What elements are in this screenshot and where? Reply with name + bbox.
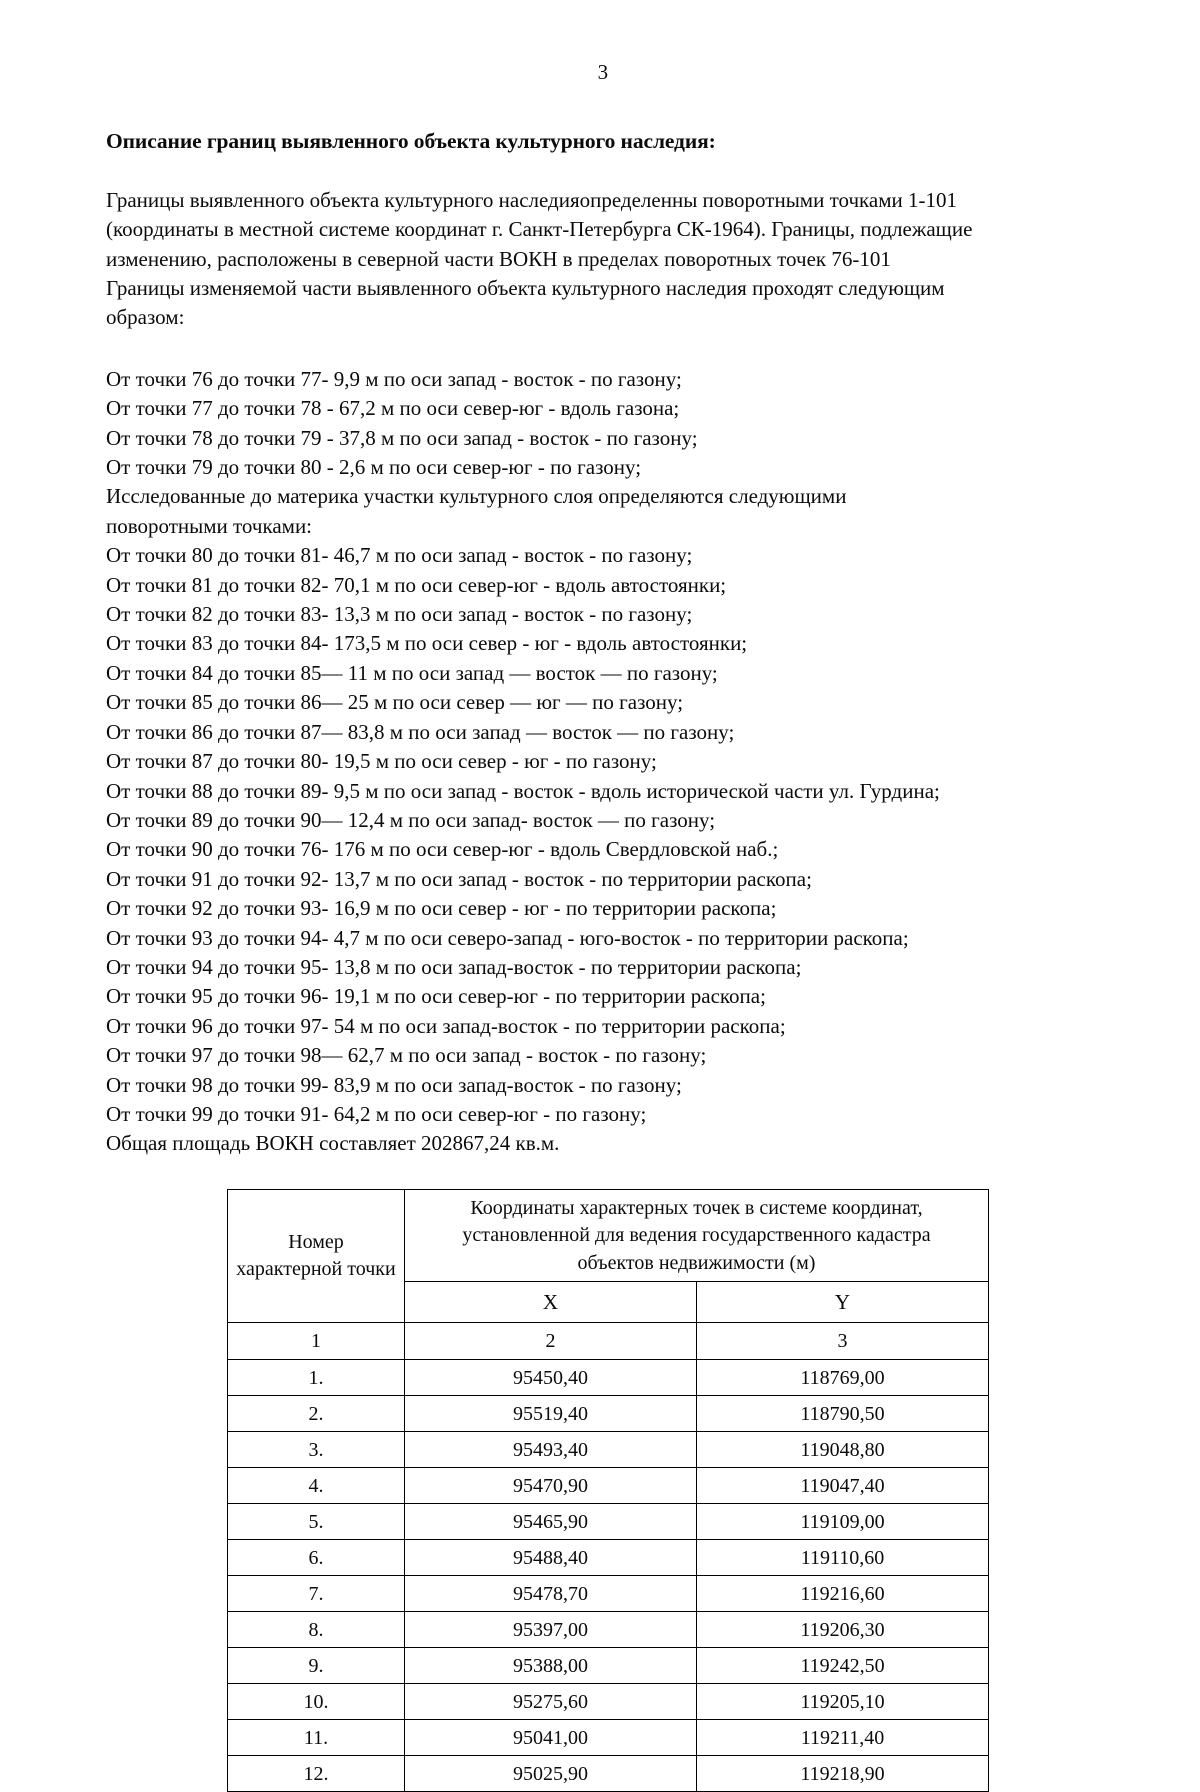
segment-line: От точки 78 до точки 79 - 37,8 м по оси запад - восток - по газону; bbox=[106, 425, 698, 450]
point-y: 119206,30 bbox=[697, 1612, 989, 1648]
point-number: 8. bbox=[228, 1612, 405, 1648]
point-x: 95470,90 bbox=[405, 1468, 697, 1504]
table-row bbox=[228, 1648, 989, 1684]
point-x: 95275,60 bbox=[405, 1684, 697, 1720]
segment-line: От точки 95 до точки 96- 19,1 м по оси север-юг - по территории раскопа; bbox=[106, 984, 766, 1009]
table-header-row bbox=[228, 1189, 989, 1282]
point-y: 119047,40 bbox=[697, 1468, 989, 1504]
segment-line: От точки 93 до точки 94- 4,7 м по оси северо-запад - юго-восток - по территории раскопа; bbox=[106, 925, 909, 950]
segment-line: От точки 81 до точки 82- 70,1 м по оси север-юг - вдоль автостоянки; bbox=[106, 572, 727, 597]
point-number: 6. bbox=[228, 1540, 405, 1576]
table-row bbox=[228, 1504, 989, 1540]
header-point-number: Номер характерной точки bbox=[228, 1189, 405, 1323]
table-row bbox=[228, 1432, 989, 1468]
point-y: 119211,40 bbox=[697, 1720, 989, 1756]
segment-line: От точки 76 до точки 77- 9,9 м по оси запад - восток - по газону; bbox=[106, 366, 682, 391]
segment-line: поворотными точками: bbox=[106, 513, 313, 538]
segment-line: От точки 86 до точки 87— 83,8 м по оси запад — восток — по газону; bbox=[106, 719, 735, 744]
segment-line: От точки 89 до точки 90— 12,4 м по оси запад- восток — по газону; bbox=[106, 807, 716, 832]
segment-line: От точки 94 до точки 95- 13,8 м по оси запад-восток - по территории раскопа; bbox=[106, 954, 802, 979]
point-x: 95519,40 bbox=[405, 1396, 697, 1432]
table-body bbox=[228, 1323, 989, 1792]
point-x: 95388,00 bbox=[405, 1648, 697, 1684]
point-y: 119216,60 bbox=[697, 1576, 989, 1612]
point-number: 3. bbox=[228, 1432, 405, 1468]
segment-line: От точки 88 до точки 89- 9,5 м по оси запад - восток - вдоль исторической части ул. Гурдина; bbox=[106, 778, 940, 803]
point-y: 119205,10 bbox=[697, 1684, 989, 1720]
header-y: Y bbox=[697, 1282, 989, 1323]
point-y: 119218,90 bbox=[697, 1756, 989, 1792]
point-y: 119110,60 bbox=[697, 1540, 989, 1576]
segment-line: От точки 90 до точки 76- 176 м по оси север-юг - вдоль Свердловской наб.; bbox=[106, 837, 779, 862]
point-number: 9. bbox=[228, 1648, 405, 1684]
point-y: 119048,80 bbox=[697, 1432, 989, 1468]
segment-list bbox=[106, 365, 1114, 1159]
segment-line: От точки 82 до точки 83- 13,3 м по оси запад - восток - по газону; bbox=[106, 602, 693, 627]
point-y: 118790,50 bbox=[697, 1396, 989, 1432]
point-x: 95493,40 bbox=[405, 1432, 697, 1468]
segment-line: От точки 98 до точки 99- 83,9 м по оси запад-восток - по газону; bbox=[106, 1072, 682, 1097]
table-row bbox=[228, 1540, 989, 1576]
spacer bbox=[106, 333, 1114, 365]
segment-line: От точки 87 до точки 80- 19,5 м по оси север - юг - по газону; bbox=[106, 749, 657, 774]
segment-line: От точки 91 до точки 92- 13,7 м по оси запад - восток - по территории раскопа; bbox=[106, 866, 812, 891]
segment-line: От точки 84 до точки 85— 11 м по оси запад — восток — по газону; bbox=[106, 660, 718, 685]
point-number: 12. bbox=[228, 1756, 405, 1792]
segment-line: От точки 83 до точки 84- 173,5 м по оси север - юг - вдоль автостоянки; bbox=[106, 631, 748, 656]
segment-line: От точки 99 до точки 91- 64,2 м по оси север-юг - по газону; bbox=[106, 1101, 647, 1126]
page-title: Описание границ выявленного объекта культурного наследия: bbox=[106, 129, 716, 153]
point-number: 4. bbox=[228, 1468, 405, 1504]
column-numbers-row bbox=[228, 1323, 989, 1360]
segment-line: От точки 77 до точки 78 - 67,2 м по оси север-юг - вдоль газона; bbox=[106, 396, 680, 421]
point-y: 119109,00 bbox=[697, 1504, 989, 1540]
point-x: 95041,00 bbox=[405, 1720, 697, 1756]
point-x: 95025,90 bbox=[405, 1756, 697, 1792]
point-number: 10. bbox=[228, 1684, 405, 1720]
table-row bbox=[228, 1684, 989, 1720]
col-number-3: 3 bbox=[697, 1323, 989, 1360]
point-x: 95465,90 bbox=[405, 1504, 697, 1540]
point-y: 118769,00 bbox=[697, 1360, 989, 1396]
coordinates-table-container bbox=[106, 1189, 1114, 1792]
segment-line: Исследованные до материка участки культурного слоя определяются следующими bbox=[106, 484, 847, 509]
point-number: 1. bbox=[228, 1360, 405, 1396]
page-number: 3 bbox=[597, 60, 609, 84]
segment-line: От точки 79 до точки 80 - 2,6 м по оси север-юг - по газону; bbox=[106, 455, 642, 480]
coordinates-table bbox=[227, 1189, 989, 1792]
segment-line: От точки 92 до точки 93- 16,9 м по оси север - юг - по территории раскопа; bbox=[106, 896, 777, 921]
segment-line: От точки 80 до точки 81- 46,7 м по оси запад - восток - по газону; bbox=[106, 543, 693, 568]
point-number: 7. bbox=[228, 1576, 405, 1612]
table-head bbox=[228, 1189, 989, 1323]
intro-paragraph: Границы выявленного объекта культурного наследияопределенны поворотными точками 1-101 (координаты в местной системе координат г. Санкт-Петербурга СК-1964). Границы, подлежащие изменению, расположены в северной части ВОКН в пределах поворотных точек 76-101 bbox=[106, 187, 973, 271]
point-x: 95397,00 bbox=[405, 1612, 697, 1648]
table-row bbox=[228, 1468, 989, 1504]
table-row bbox=[228, 1576, 989, 1612]
point-x: 95450,40 bbox=[405, 1360, 697, 1396]
table-row bbox=[228, 1396, 989, 1432]
point-x: 95478,70 bbox=[405, 1576, 697, 1612]
table-row bbox=[228, 1720, 989, 1756]
col-number-2: 2 bbox=[405, 1323, 697, 1360]
segment-line: От точки 97 до точки 98— 62,7 м по оси запад - восток - по газону; bbox=[106, 1043, 707, 1068]
header-x: X bbox=[405, 1282, 697, 1323]
table-row bbox=[228, 1756, 989, 1792]
total-area-line: Общая площадь ВОКН составляет 202867,24 кв.м. bbox=[106, 1131, 560, 1156]
intro-paragraph-2: Границы изменяемой части выявленного объекта культурного наследия проходят следующим образом: bbox=[106, 276, 945, 330]
col-number-1: 1 bbox=[228, 1323, 405, 1360]
point-x: 95488,40 bbox=[405, 1540, 697, 1576]
point-y: 119242,50 bbox=[697, 1648, 989, 1684]
segment-line: От точки 85 до точки 86— 25 м по оси север — юг — по газону; bbox=[106, 690, 684, 715]
table-row bbox=[228, 1360, 989, 1396]
point-number: 11. bbox=[228, 1720, 405, 1756]
segment-line: От точки 96 до точки 97- 54 м по оси запад-восток - по территории раскопа; bbox=[106, 1013, 786, 1038]
table-row bbox=[228, 1612, 989, 1648]
point-number: 5. bbox=[228, 1504, 405, 1540]
header-coordinates: Координаты характерных точек в системе координат, установленной для ведения государственного кадастра объектов недвижимости (м) bbox=[405, 1189, 989, 1282]
point-number: 2. bbox=[228, 1396, 405, 1432]
